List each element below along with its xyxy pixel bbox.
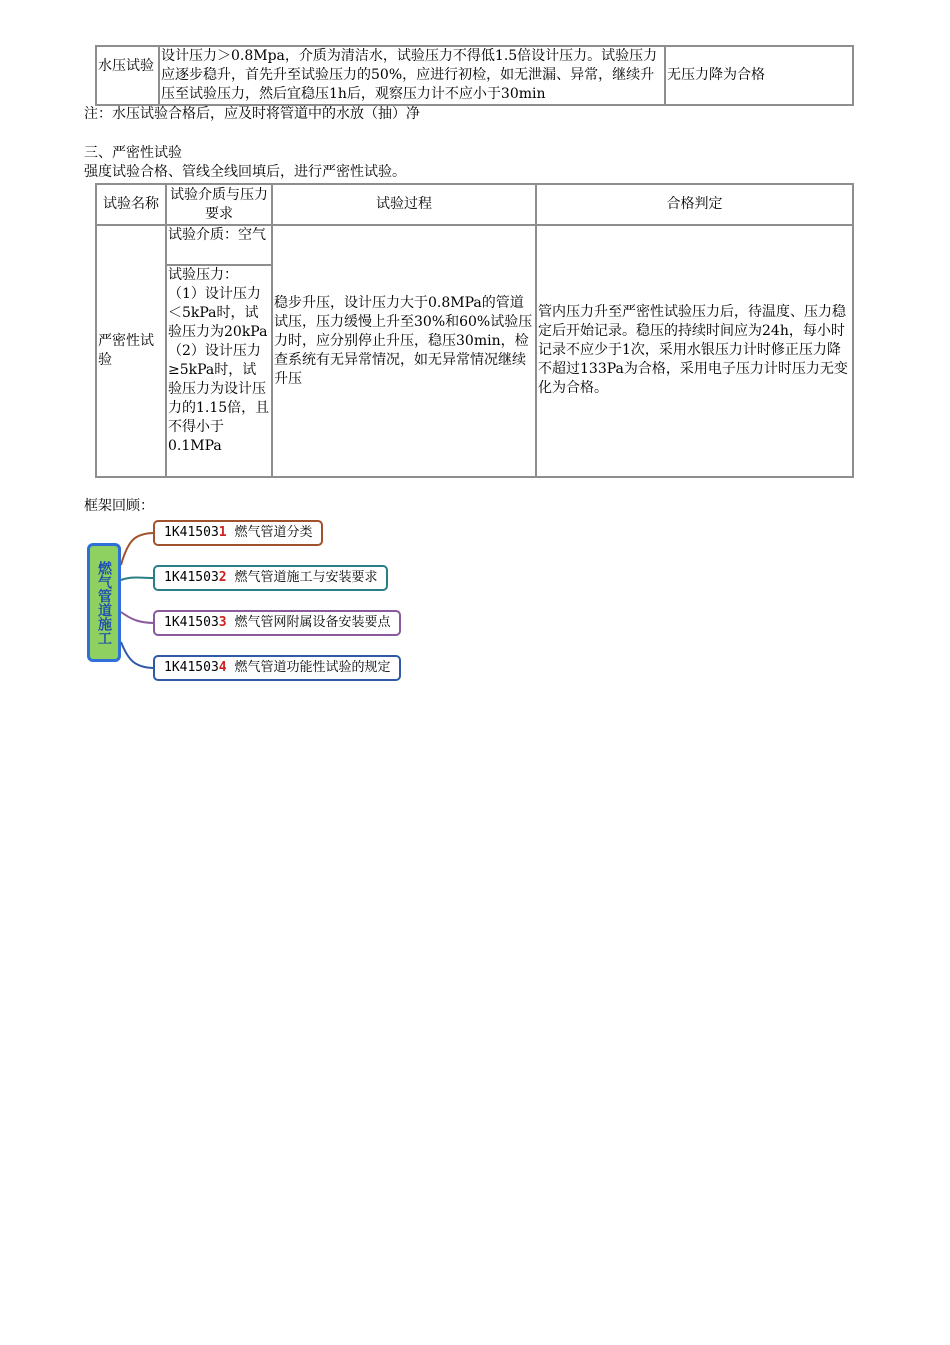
mindmap-branch-3 (153, 610, 401, 636)
branch-2-code-number: 2 (218, 570, 227, 585)
connector-branch-3 (121, 612, 155, 623)
water-test-judgment: 无压力降为合格 (665, 46, 853, 105)
framework-label: 框架回顾： (84, 498, 154, 514)
header-test-medium: 试验介质与压力要求 (166, 184, 272, 225)
header-judgment: 合格判定 (536, 184, 853, 225)
mindmap-branch-4 (153, 655, 401, 681)
tightness-test-medium: 试验介质：空气 (166, 225, 272, 265)
tightness-test-name: 严密性试验 (96, 225, 166, 477)
header-test-name: 试验名称 (96, 184, 166, 225)
branch-4-code-number: 4 (218, 660, 227, 675)
branch-4-code: 1K41503 (164, 660, 219, 675)
branch-3-title: 燃气管网附属设备安装要点 (234, 615, 391, 630)
water-test-note: 注：水压试验合格后，应及时将管道中的水放（抽）净 (84, 106, 420, 122)
connector-branch-4 (121, 642, 155, 668)
branch-3-code: 1K41503 (164, 615, 219, 630)
pressure-rule-1: （1）设计压力＜5kPa时，试验压力为20kPa (168, 286, 268, 340)
connector-branch-2 (121, 578, 155, 581)
mindmap-branch-1 (153, 520, 323, 546)
connector-branch-1 (121, 533, 155, 565)
water-test-name: 水压试验 (96, 46, 159, 105)
branch-1-code-number: 1 (218, 525, 227, 540)
mindmap-root: 燃气管道施工 (87, 543, 121, 662)
pressure-title: 试验压力： (168, 267, 238, 283)
branch-2-code: 1K41503 (164, 570, 219, 585)
tightness-test-process: 稳步升压，设计压力大于0.8MPa的管道试压，压力缓慢上升至30%和60%试验压力时，应分别停止升压，稳压30min，检查系统有无异常情况，如无异常情况继续升压 (272, 225, 536, 477)
tightness-test-judgment: 管内压力升至严密性试验压力后，待温度、压力稳定后开始记录。稳压的持续时间应为24h，每小时记录不应少于1次，采用水银压力计时修正压力降不超过133Pa为合格，采用电子压力计时压力无变化为合格。 (536, 225, 853, 477)
branch-4-title: 燃气管道功能性试验的规定 (234, 660, 391, 675)
water-test-process: 设计压力＞0.8Mpa，介质为清洁水，试验压力不得低1.5倍设计压力。试验压力应逐步稳升，首先升至试验压力的50%，应进行初检，如无泄漏、异常，继续升压至试验压力，然后宜稳压1h后，观察压力计不应小于30min (159, 46, 665, 105)
branch-2-title: 燃气管道施工与安装要求 (234, 570, 378, 585)
branch-1-code: 1K41503 (164, 525, 219, 540)
mindmap-branch-2 (153, 565, 388, 591)
branch-3-code-number: 3 (218, 615, 227, 630)
section-intro: 强度试验合格、管线全线回填后，进行严密性试验。 (84, 164, 406, 180)
header-test-process: 试验过程 (272, 184, 536, 225)
pressure-rule-2: （2）设计压力≥5kPa时，试验压力为设计压力的1.15倍，且不得小于0.1MPa (168, 343, 270, 454)
branch-1-title: 燃气管道分类 (234, 525, 313, 540)
section-title: 三、严密性试验 (84, 145, 182, 161)
